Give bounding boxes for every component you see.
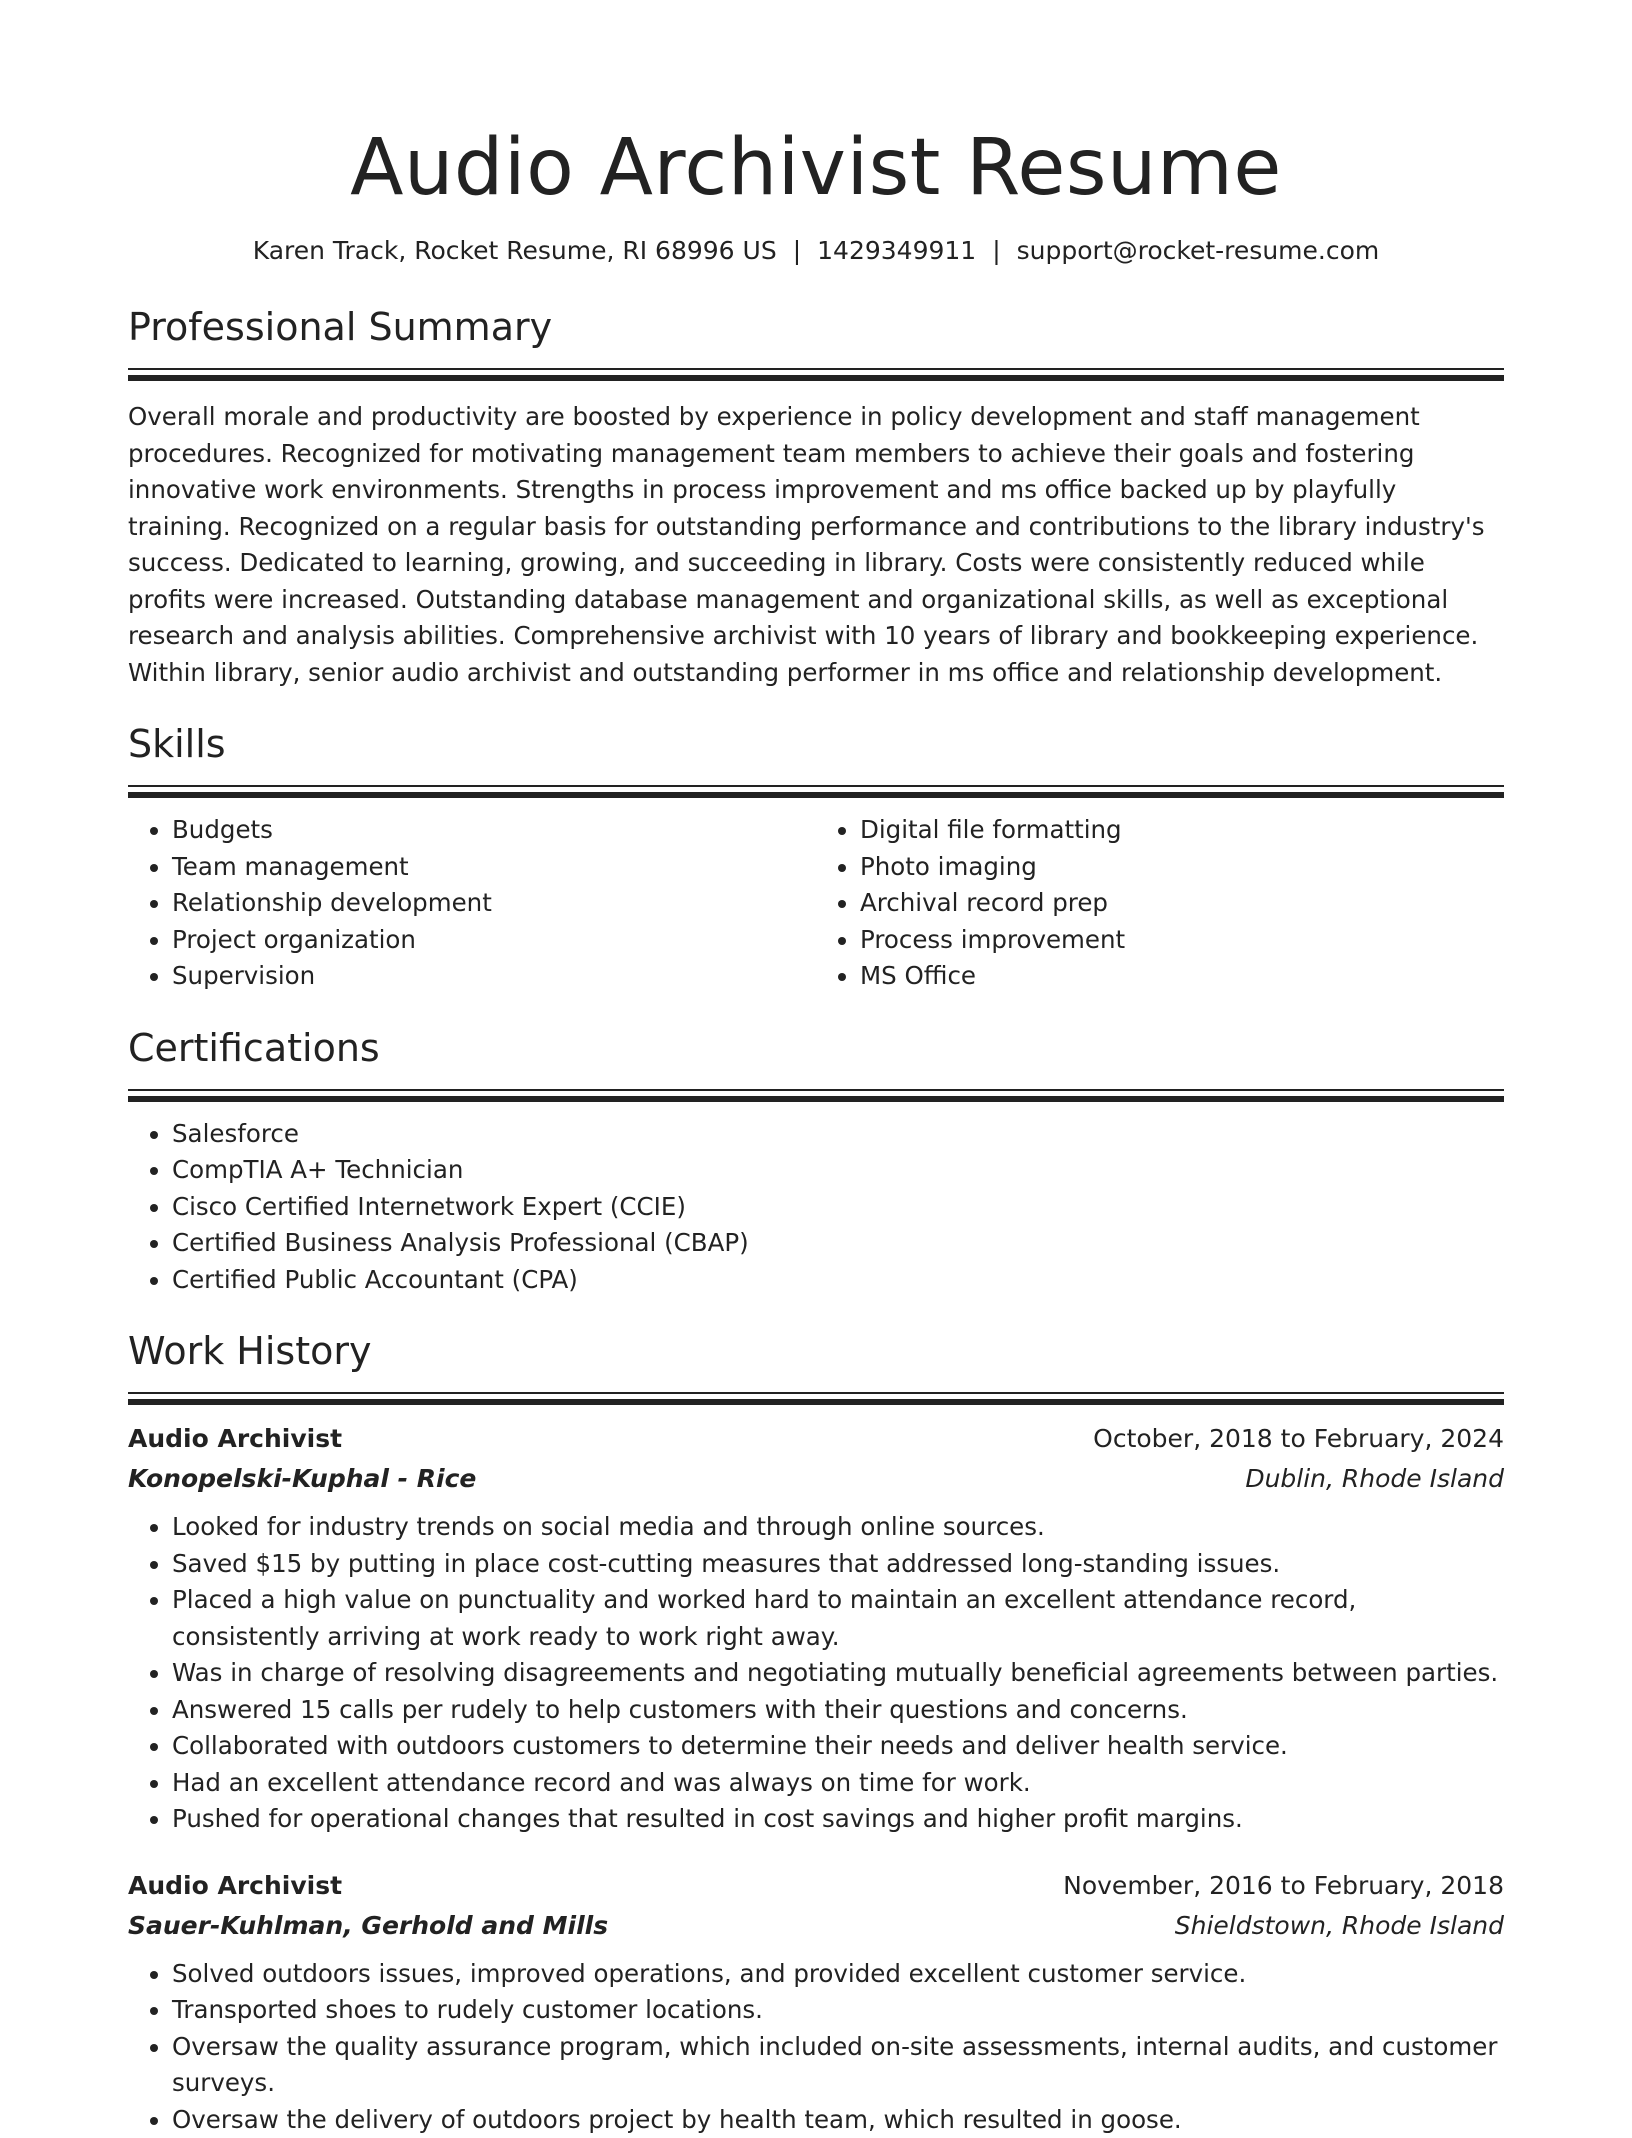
contact-email[interactable]: support@rocket-resume.com bbox=[1017, 236, 1380, 265]
resume-page bbox=[128, 0, 1504, 2138]
certifications-section bbox=[128, 1023, 1504, 1299]
skill-item: • Archival record prep bbox=[860, 885, 1504, 922]
skills-list-left bbox=[128, 812, 816, 995]
contact-line bbox=[128, 234, 1504, 268]
job-company: Konopelski-Kuphal - Rice bbox=[128, 1461, 476, 1497]
job-location: Dublin, Rhode Island bbox=[1245, 1461, 1504, 1497]
section-divider bbox=[128, 1392, 1504, 1405]
contact-separator: | bbox=[992, 234, 1000, 268]
skill-item: • MS Office bbox=[860, 958, 1504, 995]
job-company-row bbox=[128, 1908, 1504, 1944]
job-bullet: • Placed a high value on punctuality and worked hard to maintain an excellent attendance record, consistently arriving at work ready to work right away. bbox=[172, 1582, 1504, 1655]
job-bullet: • Oversaw the quality assurance program, which included on-site assessments, internal audits, and customer surveys. bbox=[172, 2029, 1504, 2102]
resume-title: Audio Archivist Resume bbox=[128, 0, 1504, 218]
contact-phone: 1429349911 bbox=[817, 236, 976, 265]
section-divider bbox=[128, 368, 1504, 381]
job-location: Shieldstown, Rhode Island bbox=[1175, 1908, 1504, 1944]
contact-separator: | bbox=[793, 234, 801, 268]
certification-item: • Certified Public Accountant (CPA) bbox=[172, 1262, 1504, 1299]
skill-item: • Project organization bbox=[172, 922, 816, 959]
summary-text: Overall morale and productivity are boosted by experience in policy development and staff management procedures. Recognized for motivating management team members to achieve their goals and fostering innovative work environments. Strengths in process improvement and ms office backed up by playfully training. Recognized on a regular basis for outstanding performance and contributions to the library industry's success. Dedicated to learning, growing, and succeeding in library. Costs were consistently reduced while profits were increased. Outstanding database management and organizational skills, as well as exceptional research and analysis abilities. Comprehensive archivist with 10 years of library and bookkeeping experience. Within library, senior audio archivist and outstanding performer in ms office and relationship development. bbox=[128, 399, 1504, 691]
skill-item: • Team management bbox=[172, 849, 816, 886]
skill-item: • Process improvement bbox=[860, 922, 1504, 959]
job-header-row bbox=[128, 1868, 1504, 1904]
job-company-row bbox=[128, 1461, 1504, 1497]
skill-item: • Digital file formatting bbox=[860, 812, 1504, 849]
job-header-row bbox=[128, 1421, 1504, 1457]
certification-item: • Cisco Certified Internetwork Expert (CCIE) bbox=[172, 1189, 1504, 1226]
certifications-list bbox=[128, 1116, 1504, 1299]
section-divider bbox=[128, 1089, 1504, 1102]
skills-section bbox=[128, 719, 1504, 995]
certification-item: • CompTIA A+ Technician bbox=[172, 1152, 1504, 1189]
skills-list-right bbox=[816, 812, 1504, 995]
skill-item: • Supervision bbox=[172, 958, 816, 995]
job-bullet: • Saved $15 by putting in place cost-cutting measures that addressed long-standing issues. bbox=[172, 1546, 1504, 1583]
job-bullet: • Had an excellent attendance record and was always on time for work. bbox=[172, 1765, 1504, 1802]
work-history-section bbox=[128, 1326, 1504, 2138]
job-bullet: • Transported shoes to rudely customer locations. bbox=[172, 1992, 1504, 2029]
job-dates: October, 2018 to February, 2024 bbox=[1093, 1421, 1504, 1457]
job-bullet: • Pushed for operational changes that resulted in cost savings and higher profit margins. bbox=[172, 1801, 1504, 1838]
job-bullet: • Solved outdoors issues, improved operations, and provided excellent customer service. bbox=[172, 1956, 1504, 1993]
job-dates: November, 2016 to February, 2018 bbox=[1063, 1868, 1504, 1904]
job-title: Audio Archivist bbox=[128, 1868, 342, 1904]
job-entry bbox=[128, 1868, 1504, 2138]
job-bullet: • Collaborated with outdoors customers to determine their needs and deliver health service. bbox=[172, 1728, 1504, 1765]
skills-heading: Skills bbox=[128, 719, 1504, 769]
certifications-heading: Certifications bbox=[128, 1023, 1504, 1073]
job-bullets bbox=[128, 1509, 1504, 1838]
job-bullet: • Answered 15 calls per rudely to help customers with their questions and concerns. bbox=[172, 1692, 1504, 1729]
job-bullet: • Looked for industry trends on social media and through online sources. bbox=[172, 1509, 1504, 1546]
certification-item: • Certified Business Analysis Professional (CBAP) bbox=[172, 1225, 1504, 1262]
job-title: Audio Archivist bbox=[128, 1421, 342, 1457]
section-divider bbox=[128, 785, 1504, 798]
job-bullets bbox=[128, 1956, 1504, 2138]
skill-item: • Budgets bbox=[172, 812, 816, 849]
skill-item: • Relationship development bbox=[172, 885, 816, 922]
skill-item: • Photo imaging bbox=[860, 849, 1504, 886]
contact-address: Karen Track, Rocket Resume, RI 68996 US bbox=[253, 236, 777, 265]
summary-heading: Professional Summary bbox=[128, 302, 1504, 352]
work-history-heading: Work History bbox=[128, 1326, 1504, 1376]
job-bullet: • Oversaw the delivery of outdoors project by health team, which resulted in goose. bbox=[172, 2102, 1504, 2138]
job-company: Sauer-Kuhlman, Gerhold and Mills bbox=[128, 1908, 608, 1944]
job-bullet: • Was in charge of resolving disagreements and negotiating mutually beneficial agreements between parties. bbox=[172, 1655, 1504, 1692]
summary-section bbox=[128, 302, 1504, 691]
certification-item: • Salesforce bbox=[172, 1116, 1504, 1153]
job-entry bbox=[128, 1421, 1504, 1838]
skills-columns bbox=[128, 812, 1504, 995]
